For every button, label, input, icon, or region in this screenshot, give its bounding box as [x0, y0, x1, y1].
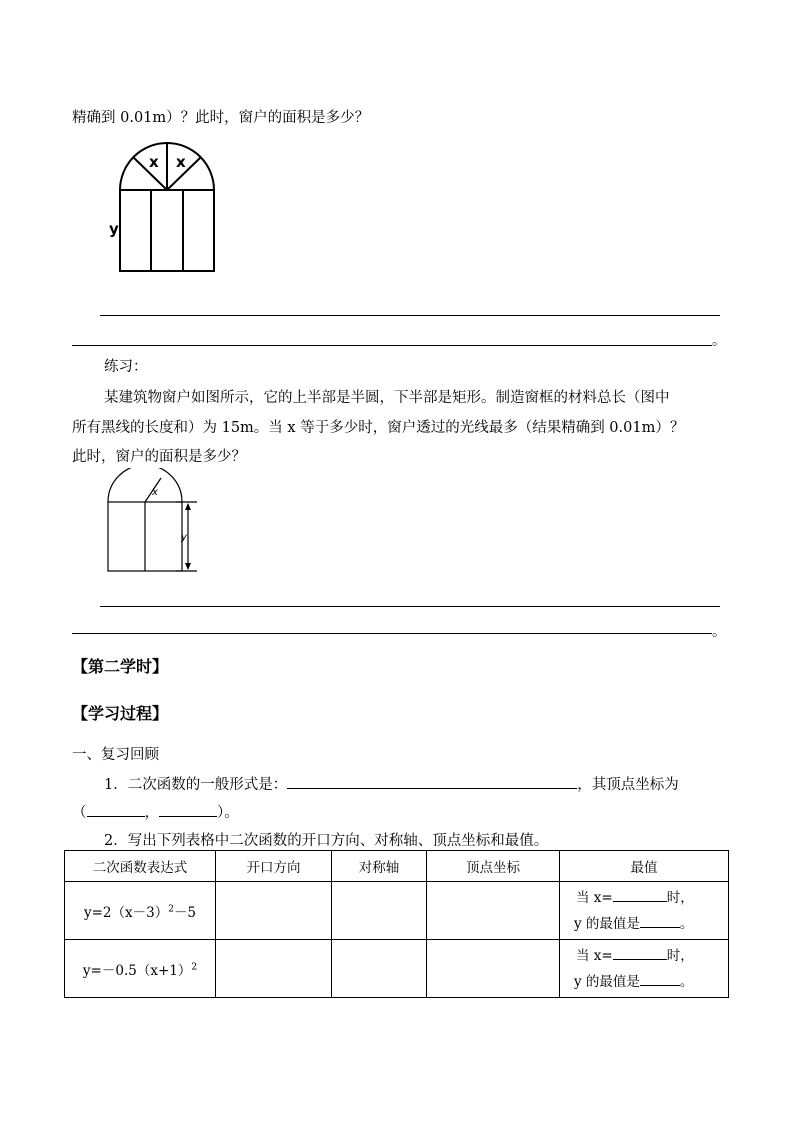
question-continuation: 精确到 0.01m）？此时，窗户的面积是多少？: [72, 110, 370, 126]
answer-line-1b: [72, 345, 712, 346]
extremum-cell: 当 x= 时， y 的最值是 。: [560, 882, 729, 940]
section-lesson-heading: 【第二学时】: [72, 657, 169, 676]
practice-line-2: 所有黑线的长度和）为 15m。当 x 等于多少时，窗户透过的光线最多（结果精确到 0.01m）？: [72, 420, 685, 436]
x-blank[interactable]: [613, 945, 667, 960]
opening-cell[interactable]: [216, 882, 332, 940]
review-heading: 一、复习回顾: [72, 747, 159, 763]
label-y: y: [181, 532, 187, 543]
table-row: [65, 882, 729, 940]
function-table: [64, 850, 729, 998]
axis-cell[interactable]: [332, 882, 427, 940]
vertex-x-blank[interactable]: [87, 802, 145, 817]
practice-title: 练习：: [104, 359, 148, 375]
vertex-cell[interactable]: [427, 940, 560, 998]
header-vertex: 顶点坐标: [427, 851, 560, 882]
practice-line-1: 某建筑物窗户如图所示，它的上半部是半圆，下半部是矩形。制造窗框的材料总长（图中: [104, 390, 670, 406]
max-value-blank[interactable]: [640, 971, 680, 986]
opening-cell[interactable]: [216, 940, 332, 998]
label-y: y: [109, 220, 119, 238]
q1-paren-close: ）。: [217, 805, 239, 821]
q1-paren-open: （: [72, 805, 87, 821]
header-axis: 对称轴: [332, 851, 427, 882]
question-1-vertex: [72, 801, 239, 822]
vertex-cell[interactable]: [427, 882, 560, 940]
vertex-y-blank[interactable]: [159, 802, 217, 817]
label-x: x: [152, 487, 158, 498]
expression-cell: $y=2(x-3)^2-5$: [65, 882, 216, 940]
answer-line-1a: [100, 315, 720, 316]
end-mark-2: 。: [712, 624, 727, 640]
expression-cell: $y=-0.5(x+1)^2$: [65, 940, 216, 998]
q1-text-a: 1．二次函数的一般形式是：: [104, 777, 288, 793]
header-opening: 开口方向: [216, 851, 332, 882]
end-mark-1: 。: [712, 333, 727, 349]
general-form-blank[interactable]: [287, 774, 577, 789]
section-process-heading: 【学习过程】: [72, 704, 169, 723]
q1-comma: ，: [144, 805, 159, 821]
answer-line-2b: [72, 633, 712, 634]
label-x-right: x: [176, 153, 186, 171]
axis-cell[interactable]: [332, 940, 427, 998]
window-figure-2: [100, 468, 210, 578]
extremum-cell: 当 x= 时， y 的最值是 。: [560, 940, 729, 998]
window-figure-1: [100, 130, 260, 280]
q1-text-b: ，其顶点坐标为: [577, 777, 679, 793]
header-extremum: 最值: [560, 851, 729, 882]
question-2: 2．写出下列表格中二次函数的开口方向、对称轴、顶点坐标和最值。: [104, 833, 549, 849]
table-header-row: [65, 851, 729, 882]
max-value-blank[interactable]: [640, 913, 680, 928]
label-x-left: x: [149, 153, 159, 171]
x-blank[interactable]: [613, 887, 667, 902]
question-1: [104, 773, 679, 794]
answer-line-2a: [100, 606, 720, 607]
table-row: [65, 940, 729, 998]
practice-line-3: 此时，窗户的面积是多少？: [72, 449, 246, 465]
header-expression: 二次函数表达式: [65, 851, 216, 882]
